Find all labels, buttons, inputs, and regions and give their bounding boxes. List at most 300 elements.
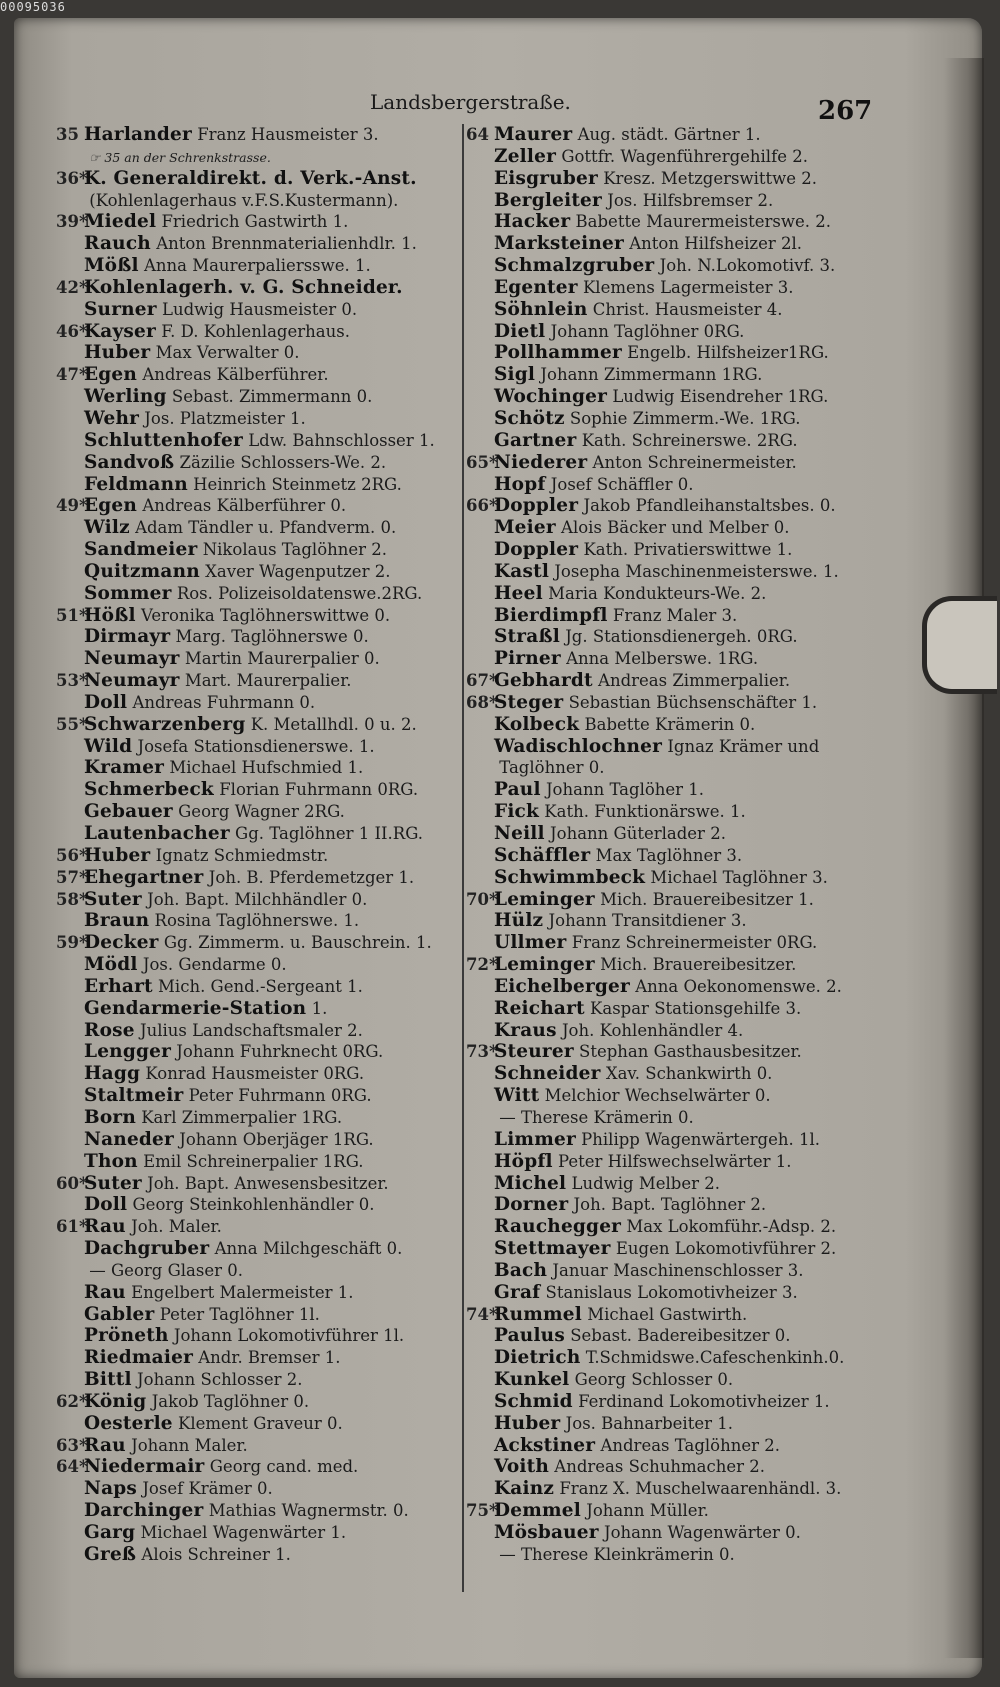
- resident-surname: Stettmayer: [494, 1238, 611, 1260]
- directory-entry: [466, 714, 906, 736]
- resident-details: Andr. Bremser 1.: [198, 1348, 341, 1368]
- directory-entry: [56, 386, 460, 408]
- house-number: 65*: [466, 452, 498, 472]
- resident-surname: Kolbeck: [494, 713, 580, 735]
- resident-details: Klemens Lagermeister 3.: [582, 277, 794, 297]
- resident-details: Florian Fuhrmann 0RG.: [219, 780, 419, 800]
- resident-details: Stanislaus Lokomotivheizer 3.: [545, 1282, 798, 1302]
- directory-entry: [56, 1522, 460, 1544]
- resident-surname: Huber: [84, 844, 151, 866]
- resident-surname: Steurer: [494, 1041, 574, 1063]
- directory-entry: [466, 845, 906, 867]
- resident-surname: Suter: [84, 888, 142, 910]
- resident-surname: Schluttenhofer: [84, 429, 243, 451]
- directory-entry: [56, 1391, 460, 1413]
- resident-surname: Riedmaier: [84, 1347, 194, 1369]
- resident-surname: Dachgruber: [84, 1238, 210, 1260]
- resident-details: Georg Wagner 2RG.: [178, 802, 345, 822]
- directory-entry: [466, 168, 906, 190]
- resident-details: Mich. Brauereibesitzer.: [600, 955, 797, 975]
- directory-entry: [466, 408, 906, 430]
- resident-surname: Kraus: [494, 1019, 557, 1041]
- resident-surname: Quitzmann: [84, 560, 200, 582]
- resident-surname: Darchinger: [84, 1500, 204, 1522]
- directory-entry: [466, 474, 906, 496]
- directory-entry: [466, 386, 906, 408]
- resident-details: T.Schmidswe.Cafeschenkinh.0.: [585, 1348, 845, 1368]
- directory-entry: [466, 1500, 906, 1522]
- resident-details: Melchior Wechselwärter 0.: [544, 1086, 771, 1106]
- resident-surname: Rau: [84, 1434, 126, 1456]
- resident-surname: Werling: [84, 386, 167, 408]
- directory-entry: [56, 889, 460, 911]
- resident-details: Johann Oberjäger 1RG.: [179, 1129, 374, 1149]
- directory-entry: [56, 1151, 460, 1173]
- page-number: 267: [818, 96, 873, 126]
- directory-entry: [466, 1260, 906, 1282]
- directory-entry: [466, 211, 906, 233]
- resident-surname: Wild: [84, 735, 133, 757]
- resident-surname: Rauchegger: [494, 1216, 622, 1238]
- resident-surname: Hacker: [494, 211, 571, 233]
- resident-surname: Hößl: [84, 604, 136, 626]
- directory-entry: [56, 1063, 460, 1085]
- resident-details: Gg. Taglöhner 1 II.RG.: [235, 824, 424, 843]
- resident-details: Jos. Platzmeister 1.: [144, 408, 306, 428]
- resident-details: Michael Hufschmied 1.: [169, 758, 364, 778]
- resident-details: Peter Fuhrmann 0RG.: [188, 1086, 372, 1106]
- resident-surname: Huber: [84, 342, 151, 364]
- resident-surname: Naps: [84, 1478, 138, 1500]
- directory-entry: [56, 932, 460, 954]
- directory-entry: [56, 495, 460, 517]
- resident-details: Kath. Privatierswittwe 1.: [583, 540, 793, 560]
- resident-surname: Niederer: [494, 451, 588, 473]
- directory-entry: [466, 1107, 906, 1129]
- house-number: 46*: [56, 321, 88, 341]
- resident-details: Maria Kondukteurs-We. 2.: [548, 583, 767, 603]
- resident-details: Georg Steinkohlenhändler 0.: [132, 1195, 375, 1215]
- resident-details: Andreas Zimmerpalier.: [598, 671, 791, 691]
- resident-details: Sebastian Büchsenschäfter 1.: [568, 692, 818, 712]
- directory-entry: [56, 342, 460, 364]
- directory-entry: [466, 1304, 906, 1326]
- resident-details: Anton Brennmaterialienhdlr. 1.: [156, 234, 417, 254]
- directory-entry: [56, 736, 460, 758]
- resident-surname: Maurer: [494, 124, 573, 145]
- resident-details: Anna Melberswe. 1RG.: [566, 649, 759, 669]
- resident-details: Joh. Kohlenhändler 4.: [561, 1020, 744, 1040]
- resident-details: Rosina Taglöhnerswe. 1.: [154, 911, 360, 931]
- resident-details: Anton Hilfsheizer 2l.: [629, 234, 802, 254]
- directory-entry: [56, 605, 460, 627]
- resident-details: Martin Maurerpalier 0.: [184, 649, 380, 669]
- resident-surname: Straßl: [494, 626, 560, 648]
- resident-details: Anna Milchgeschäft 0.: [214, 1239, 403, 1259]
- resident-surname: Bach: [494, 1259, 548, 1281]
- resident-surname: Doppler: [494, 495, 579, 517]
- directory-entry: [56, 714, 460, 736]
- house-number: 42*: [56, 277, 88, 297]
- resident-surname: Kramer: [84, 757, 165, 779]
- resident-surname: Garg: [84, 1522, 136, 1543]
- resident-surname: Dietrich: [494, 1347, 581, 1369]
- resident-surname: Pirner: [494, 648, 561, 670]
- directory-entry: [466, 1347, 906, 1369]
- resident-details: Alois Schreiner 1.: [141, 1544, 291, 1564]
- house-number: 47*: [56, 365, 88, 385]
- binder-tab: [922, 596, 997, 694]
- resident-details: Ldw. Bahnschlosser 1.: [248, 430, 435, 450]
- resident-surname: Greß: [84, 1543, 137, 1565]
- resident-details: Xav. Schankwirth 0.: [605, 1064, 773, 1084]
- resident-details: Franz Maler 3.: [612, 605, 738, 625]
- directory-entry: [56, 1020, 460, 1042]
- resident-surname: Schwimmbeck: [494, 866, 646, 888]
- house-number: 58*: [56, 889, 88, 909]
- directory-entry: [56, 539, 460, 561]
- resident-surname: Doppler: [494, 539, 579, 561]
- resident-surname: Steger: [494, 691, 564, 713]
- resident-details: Jos. Gendarme 0.: [142, 955, 287, 975]
- directory-entry: [466, 648, 906, 670]
- resident-details: Kath. Schreinerswe. 2RG.: [581, 430, 798, 450]
- resident-details: Heinrich Steinmetz 2RG.: [193, 474, 402, 494]
- resident-details: Michael Gastwirth.: [587, 1304, 748, 1324]
- directory-entry: [56, 1413, 460, 1435]
- resident-surname: Wehr: [84, 407, 140, 429]
- resident-details: Januar Maschinenschlosser 3.: [552, 1260, 804, 1280]
- resident-details: Johann Fuhrknecht 0RG.: [176, 1042, 384, 1062]
- resident-details: Andreas Kälberführer 0.: [142, 496, 347, 516]
- resident-details: Gg. Zimmerm. u. Bauschrein. 1.: [163, 933, 432, 953]
- directory-entry: [466, 932, 906, 954]
- house-number: 61*: [56, 1217, 88, 1237]
- resident-surname: Wochinger: [494, 386, 608, 408]
- resident-surname: Söhnlein: [494, 298, 588, 320]
- resident-surname: Neumayr: [84, 670, 180, 692]
- directory-entry: [56, 867, 460, 889]
- directory-entry: [466, 495, 906, 517]
- resident-surname: Egen: [84, 495, 138, 517]
- resident-details: Karl Zimmerpalier 1RG.: [141, 1107, 343, 1127]
- resident-surname: Schneider: [494, 1063, 601, 1085]
- running-header: Landsbergerstraße.: [370, 90, 571, 114]
- directory-entry: [56, 190, 460, 212]
- directory-entry: [56, 1129, 460, 1151]
- resident-surname: Born: [84, 1106, 136, 1128]
- directory-entry: [56, 1369, 460, 1391]
- directory-entry: [56, 954, 460, 976]
- resident-surname: Schäffler: [494, 844, 591, 866]
- resident-details: Jg. Stationsdienergeh. 0RG.: [565, 627, 798, 647]
- directory-entry: [56, 998, 460, 1020]
- resident-details: — Therese Kleinkrämerin 0.: [499, 1544, 735, 1564]
- resident-details: (Kohlenlagerhaus v.F.S.Kustermann).: [89, 190, 399, 210]
- resident-details: Mich. Brauereibesitzer 1.: [600, 889, 814, 909]
- resident-surname: Egenter: [494, 276, 578, 298]
- resident-surname: Egen: [84, 364, 138, 386]
- directory-entry: [56, 1544, 460, 1566]
- directory-entry: [466, 124, 906, 146]
- house-number: 35: [56, 125, 79, 144]
- resident-details: Friedrich Gastwirth 1.: [161, 212, 349, 232]
- resident-details: Anna Oekonomenswe. 2.: [635, 976, 842, 996]
- resident-details: Franz Hausmeister 3.: [197, 125, 379, 144]
- resident-surname: Bergleiter: [494, 189, 602, 211]
- resident-details: Jos. Bahnarbeiter 1.: [565, 1413, 733, 1433]
- directory-entry: [466, 1041, 906, 1063]
- resident-surname: Doll: [84, 1194, 128, 1216]
- directory-entry: [56, 211, 460, 233]
- resident-details: Xaver Wagenputzer 2.: [205, 561, 391, 581]
- directory-entry: [56, 517, 460, 539]
- directory-entry: [466, 1413, 906, 1435]
- resident-details: Joh. B. Pferdemetzger 1.: [208, 867, 415, 887]
- directory-entry: [466, 517, 906, 539]
- directory-entry: [56, 364, 460, 386]
- resident-details: Nikolaus Taglöhner 2.: [202, 540, 388, 560]
- resident-details: Eugen Lokomotivführer 2.: [615, 1239, 837, 1259]
- directory-entry: [466, 277, 906, 299]
- resident-surname: Mößl: [84, 255, 139, 277]
- directory-entry: [466, 1282, 906, 1304]
- resident-surname: Braun: [84, 910, 150, 932]
- resident-surname: Rummel: [494, 1303, 582, 1325]
- resident-surname: Zeller: [494, 145, 557, 167]
- right-column: [466, 124, 906, 1566]
- resident-surname: Ackstiner: [494, 1434, 596, 1456]
- resident-surname: Sandvoß: [84, 451, 175, 473]
- resident-details: ☞ 35 an der Schrenkstrasse.: [89, 149, 271, 165]
- resident-surname: Suter: [84, 1172, 142, 1194]
- resident-details: Ros. Polizeisoldatenswe.2RG.: [176, 583, 423, 603]
- directory-entry: [466, 910, 906, 932]
- resident-surname: Bierdimpfl: [494, 604, 608, 626]
- resident-details: Christ. Hausmeister 4.: [592, 299, 783, 319]
- column-divider: [462, 124, 464, 1592]
- resident-details: Kaspar Stationsgehilfe 3.: [590, 998, 802, 1018]
- directory-entry: [466, 801, 906, 823]
- resident-details: Engelbert Malermeister 1.: [131, 1282, 354, 1302]
- directory-entry: [56, 168, 460, 190]
- directory-entry: [56, 626, 460, 648]
- resident-surname: Eichelberger: [494, 975, 630, 997]
- directory-entry: [56, 910, 460, 932]
- directory-entry: [56, 1456, 460, 1478]
- resident-surname: Schötz: [494, 407, 565, 429]
- directory-entry: [56, 648, 460, 670]
- directory-entry: [56, 1194, 460, 1216]
- resident-details: Johann Zimmermann 1RG.: [540, 365, 763, 385]
- directory-entry: [466, 1173, 906, 1195]
- resident-details: Peter Hilfswechselwärter 1.: [558, 1151, 792, 1171]
- resident-surname: Limmer: [494, 1128, 576, 1150]
- directory-entry: [56, 1282, 460, 1304]
- house-number: 63*: [56, 1435, 88, 1455]
- directory-entry: [466, 1194, 906, 1216]
- directory-entry: [56, 1325, 460, 1347]
- resident-details: Engelb. Hilfsheizer1RG.: [627, 343, 829, 363]
- resident-details: Peter Taglöhner 1l.: [159, 1304, 320, 1324]
- resident-details: Alois Bäcker und Melber 0.: [561, 518, 790, 538]
- resident-surname: Mösbauer: [494, 1522, 599, 1543]
- resident-details: Max Verwalter 0.: [155, 343, 300, 363]
- directory-entry: [466, 757, 906, 779]
- resident-details: Franz Schreinermeister 0RG.: [571, 933, 818, 953]
- directory-entry: [466, 1216, 906, 1238]
- resident-surname: Dirmayr: [84, 626, 171, 648]
- directory-entry: [466, 605, 906, 627]
- resident-surname: Lautenbacher: [84, 823, 230, 844]
- resident-surname: Reichart: [494, 997, 585, 1019]
- directory-entry: [466, 146, 906, 168]
- resident-surname: K. Generaldirekt. d. Verk.-Anst.: [84, 167, 417, 189]
- resident-surname: Gebhardt: [494, 670, 593, 692]
- resident-details: Josefa Stationsdienerswe. 1.: [137, 736, 375, 756]
- resident-details: Johann Müller.: [586, 1501, 709, 1521]
- resident-details: Mathias Wagnermstr. 0.: [208, 1501, 409, 1521]
- directory-entry: [466, 1478, 906, 1500]
- resident-details: Max Taglöhner 3.: [595, 845, 743, 865]
- resident-details: Josepha Maschinenmeisterswe. 1.: [554, 561, 839, 581]
- resident-surname: Thon: [84, 1150, 138, 1172]
- resident-surname: Fick: [494, 801, 540, 823]
- directory-entry: [466, 954, 906, 976]
- house-number: 73*: [466, 1042, 498, 1062]
- resident-details: Andreas Schuhmacher 2.: [554, 1457, 766, 1477]
- resident-details: Mart. Maurerpalier.: [184, 671, 352, 691]
- directory-entry: [466, 998, 906, 1020]
- directory-entry: [56, 1478, 460, 1500]
- directory-entry: [466, 1522, 906, 1544]
- house-number: 51*: [56, 605, 88, 625]
- directory-entry: [466, 561, 906, 583]
- resident-details: Johann Güterlader 2.: [550, 824, 726, 843]
- resident-surname: Lengger: [84, 1041, 172, 1063]
- directory-entry: [466, 364, 906, 386]
- resident-details: Taglöhner 0.: [499, 758, 605, 778]
- resident-surname: Höpfl: [494, 1150, 553, 1172]
- directory-entry: [56, 474, 460, 496]
- directory-entry: [56, 277, 460, 299]
- resident-details: Josef Schäffler 0.: [550, 474, 694, 494]
- resident-details: Gottfr. Wagenführergehilfe 2.: [561, 146, 808, 166]
- resident-details: Georg cand. med.: [209, 1457, 359, 1477]
- resident-details: Johann Wagenwärter 0.: [603, 1523, 801, 1542]
- resident-surname: Doll: [84, 691, 128, 713]
- resident-surname: König: [84, 1390, 147, 1412]
- resident-surname: Decker: [84, 932, 159, 954]
- resident-surname: Feldmann: [84, 473, 188, 495]
- directory-entry: [466, 1151, 906, 1173]
- resident-surname: Kastl: [494, 560, 550, 582]
- directory-entry: [466, 867, 906, 889]
- directory-entry: [466, 255, 906, 277]
- resident-surname: Michel: [494, 1172, 567, 1194]
- resident-details: Sebast. Badereibesitzer 0.: [570, 1326, 791, 1346]
- resident-details: Andreas Taglöhner 2.: [600, 1435, 780, 1455]
- resident-surname: Leminger: [494, 954, 595, 976]
- resident-details: Andreas Fuhrmann 0.: [132, 692, 316, 712]
- directory-entry: [466, 1020, 906, 1042]
- resident-surname: Gendarmerie-Station: [84, 997, 307, 1019]
- directory-entry: [56, 1107, 460, 1129]
- resident-details: Veronika Taglöhnerswittwe 0.: [140, 605, 391, 625]
- resident-details: K. Metallhdl. 0 u. 2.: [250, 714, 417, 734]
- resident-details: — Therese Krämerin 0.: [499, 1107, 694, 1127]
- resident-surname: Dorner: [494, 1194, 569, 1216]
- resident-details: Anna Maurerpaliersswe. 1.: [143, 256, 371, 276]
- resident-details: Jos. Hilfsbremser 2.: [607, 190, 774, 210]
- directory-entry: [56, 299, 460, 321]
- resident-details: Johann Schlosser 2.: [137, 1370, 303, 1390]
- directory-entry: [56, 430, 460, 452]
- page-fold-shadow: [944, 58, 984, 1658]
- directory-entry: [466, 1369, 906, 1391]
- resident-details: Sebast. Zimmermann 0.: [171, 387, 373, 407]
- resident-details: Joh. N.Lokomotivf. 3.: [659, 256, 836, 276]
- resident-surname: Schmid: [494, 1390, 573, 1412]
- house-number: 66*: [466, 496, 498, 516]
- resident-details: Josef Krämer 0.: [142, 1479, 273, 1499]
- house-number: 53*: [56, 671, 88, 691]
- resident-surname: Marksteiner: [494, 233, 624, 255]
- resident-details: Kresz. Metzgerswittwe 2.: [603, 168, 818, 188]
- resident-surname: Gartner: [494, 429, 577, 451]
- directory-entry: [466, 823, 906, 845]
- resident-surname: Graf: [494, 1281, 541, 1303]
- directory-entry: [56, 1260, 460, 1282]
- resident-surname: Schmalzgruber: [494, 255, 655, 277]
- resident-surname: Leminger: [494, 888, 595, 910]
- resident-details: Johann Transitdiener 3.: [548, 911, 747, 931]
- resident-surname: Sandmeier: [84, 539, 198, 561]
- resident-details: Ludwig Melber 2.: [571, 1173, 720, 1193]
- resident-surname: Kohlenlagerh. v. G. Schneider.: [84, 276, 403, 298]
- house-number: 56*: [56, 845, 88, 865]
- resident-surname: Voith: [494, 1456, 550, 1478]
- resident-details: Anton Schreinermeister.: [592, 452, 797, 472]
- resident-details: Aug. städt. Gärtner 1.: [577, 125, 761, 144]
- resident-surname: Bittl: [84, 1369, 132, 1391]
- resident-surname: Sommer: [84, 582, 172, 604]
- house-number: 70*: [466, 889, 498, 909]
- resident-details: Marg. Taglöhnerswe 0.: [175, 627, 369, 647]
- resident-surname: Paulus: [494, 1325, 565, 1347]
- resident-details: Babette Maurermeisterswe. 2.: [575, 212, 832, 232]
- resident-details: Ignaz Krämer und: [667, 736, 820, 756]
- resident-details: Jakob Pfandleihanstaltsbes. 0.: [583, 496, 836, 516]
- resident-surname: Dietl: [494, 320, 546, 342]
- resident-surname: Heel: [494, 582, 543, 604]
- resident-details: Andreas Kälberführer.: [142, 365, 329, 385]
- resident-surname: Kunkel: [494, 1369, 570, 1391]
- resident-surname: Hopf: [494, 473, 546, 495]
- resident-details: Zäzilie Schlossers-We. 2.: [179, 452, 387, 472]
- resident-surname: Demmel: [494, 1500, 581, 1522]
- directory-entry: [466, 626, 906, 648]
- resident-details: Klement Graveur 0.: [178, 1413, 343, 1433]
- directory-entry: [56, 255, 460, 277]
- resident-surname: Eisgruber: [494, 167, 598, 189]
- directory-entry: [56, 408, 460, 430]
- directory-entry: [466, 1456, 906, 1478]
- directory-entry: [466, 342, 906, 364]
- resident-surname: Neumayr: [84, 648, 180, 670]
- directory-entry: [56, 124, 460, 146]
- resident-details: Max Lokomführ.-Adsp. 2.: [626, 1217, 837, 1237]
